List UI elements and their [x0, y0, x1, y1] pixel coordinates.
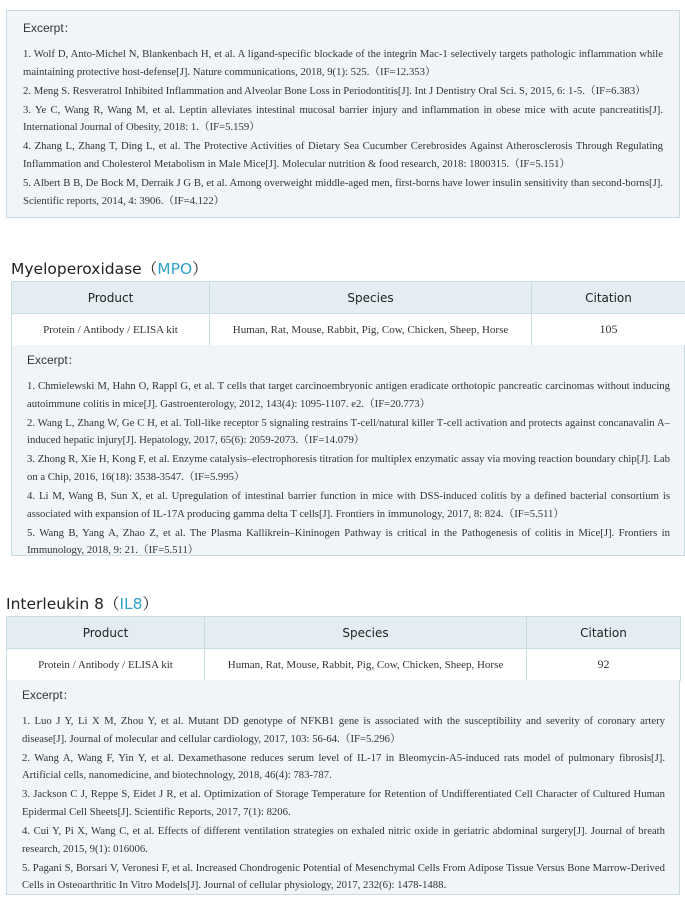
header-citation: Citation [532, 282, 685, 314]
excerpt-label: Excerpt： [22, 688, 75, 702]
reference-list [22, 713, 665, 895]
reference-item: 5. Pagani S, Borsari V, Veronesi F, et al. Increased Chondrogenic Potential of Mesenchymal Cells From Adipose Tissue Versus Bone Marrow‑Derived Cells in Osteoarthritic In Vitro Models[J]. Journal of cellular physiology, 2017, 232(6): 1478-1488. [22, 861, 665, 892]
reference-list [23, 46, 663, 210]
excerpt-box-il8 [6, 680, 680, 895]
reference-item: 1. Wolf D, Anto-Michel N, Blankenbach H, et al. A ligand-specific blockade of the integrin Mac-1 selectively targets pathologic inflammation while maintaining protective host-defense[J]. Nature communications, 2018, 9(1): 525.（IF=12.353） [23, 48, 663, 78]
reference-item: 5. Wang B, Yang A, Zhao Z, et al. The Plasma Kallikrein–Kininogen Pathway is critical in the Pathogenesis of colitis in Mice[J]. Frontiers in Immunology, 2018, 9: 21.（IF=5.511） [27, 526, 670, 557]
section-title-close: ） [192, 260, 208, 278]
reference-item: 3. Jackson C J, Reppe S, Eidet J R, et al. Optimization of Storage Temperature for Retention of Undifferentiated Cell Character of Cultured Human Epidermal Cell Sheets[J]. Scientific Reports, 2017, 7(1): 8206. [22, 788, 665, 818]
reference-item: 2. Wang L, Zhang W, Ge C H, et al. Toll‑like receptor 5 signaling restrains T‑cell/natural killer T‑cell activation and protects against concanavalin A–induced hepatic injury[J]. Hepatology, 2017, 65(6): 2059-2073.（IF=14.079） [27, 416, 670, 447]
cell-citation: 92 [527, 649, 681, 681]
section-abbreviation: MPO [157, 260, 193, 278]
product-table-il8 [6, 616, 681, 681]
header-species: Species [210, 282, 532, 314]
section-title-mpo [11, 257, 208, 279]
reference-item: 2. Wang A, Wang F, Yin Y, et al. Dexamethasone reduces serum level of IL-17 in Bleomycin-A5-induced rats model of pulmonary fibrosis[J]. Artificial cells, nanomedicine, and biotechnology, 2018, 46(4): 783-787. [22, 751, 665, 782]
excerpt-box-mpo [11, 345, 685, 556]
header-species: Species [205, 617, 527, 649]
reference-item: 4. Cui Y, Pi X, Wang C, et al. Effects of different ventilation strategies on exhaled nitric oxide in geriatric abdominal surgery[J]. Journal of breath research, 2015, 9(1): 016006. [22, 825, 665, 855]
cell-species: Human, Rat, Mouse, Rabbit, Pig, Cow, Chicken, Sheep, Horse [210, 314, 532, 346]
cell-product: Protein / Antibody / ELISA kit [7, 649, 205, 681]
reference-item: 2. Meng S. Resveratrol Inhibited Inflammation and Alveolar Bone Loss in Periodontitis[J]. Int J Dentistry Oral Sci. S, 2015, 6: 1-5.（IF=6.383） [23, 84, 646, 97]
section-title-text: Myeloperoxidase（ [11, 260, 158, 278]
section-title-text: Interleukin 8（ [6, 595, 120, 613]
reference-list [27, 378, 670, 560]
section-title-il8 [6, 592, 158, 614]
reference-item: 4. Li M, Wang B, Sun X, et al. Upregulation of intestinal barrier function in mice with DSS-induced colitis by a defined bacterial consortium is associated with expansion of IL-17A producing gamma delta T cells[J]. Frontiers in immunology, 2017, 8: 824.（IF=5.511） [27, 490, 670, 520]
excerpt-box-top [6, 10, 680, 218]
reference-item: 1. Chmielewski M, Hahn O, Rappl G, et al. T cells that target carcinoembryonic antigen eradicate orthotopic pancreatic carcinomas without inducing autoimmune colitis in mice[J]. Gastroenterology, 2012, 143(4): 1095-1107. e2.（IF=20.773） [27, 380, 670, 410]
table-row [12, 314, 685, 346]
cell-product: Protein / Antibody / ELISA kit [12, 314, 210, 346]
table-header-row [12, 282, 685, 314]
header-product: Product [12, 282, 210, 314]
reference-item: 1. Luo J Y, Li X M, Zhou Y, et al. Mutant DD genotype of NFKB1 gene is associated with the susceptibility and severity of coronary artery disease[J]. Journal of molecular and cellular cardiology, 2017, 103: 56-64.（IF=5.296） [22, 715, 665, 745]
table-row [7, 649, 681, 681]
header-citation: Citation [527, 617, 681, 649]
reference-item: 5. Albert B B, De Bock M, Derraik J G B, et al. Among overweight middle-aged men, first-borns have lower insulin sensitivity than second-borns[J]. Scientific reports, 2014, 4: 3906.（IF=4.122） [23, 177, 663, 207]
reference-item: 4. Zhang L, Zhang T, Ding L, et al. The Protective Activities of Dietary Sea Cucumber Cerebrosides Against Atherosclerosis Through Regulating Inflammation and Cholesterol Metabolism in Male Mice[J]. Molecular nutrition & food research, 2018: 1800315.（IF=5.151） [23, 140, 663, 171]
excerpt-label: Excerpt： [23, 21, 76, 35]
header-product: Product [7, 617, 205, 649]
table-header-row [7, 617, 681, 649]
product-table-mpo [11, 281, 685, 346]
section-abbreviation: IL8 [119, 595, 143, 613]
cell-citation: 105 [532, 314, 685, 346]
cell-species: Human, Rat, Mouse, Rabbit, Pig, Cow, Chicken, Sheep, Horse [205, 649, 527, 681]
section-title-close: ） [142, 595, 159, 613]
reference-item: 3. Ye C, Wang R, Wang M, et al. Leptin alleviates intestinal mucosal barrier injury and inflammation in obese mice with acute pancreatitis[J]. International Journal of Obesity, 2018: 1.（IF=5.159） [23, 103, 663, 134]
reference-item: 3. Zhong R, Xie H, Kong F, et al. Enzyme catalysis–electrophoresis titration for multiplex enzymatic assay via moving reaction boundary chip[J]. Lab on a Chip, 2016, 16(18): 3538-3547.（IF=5.995） [27, 453, 670, 483]
excerpt-label: Excerpt： [27, 353, 80, 367]
